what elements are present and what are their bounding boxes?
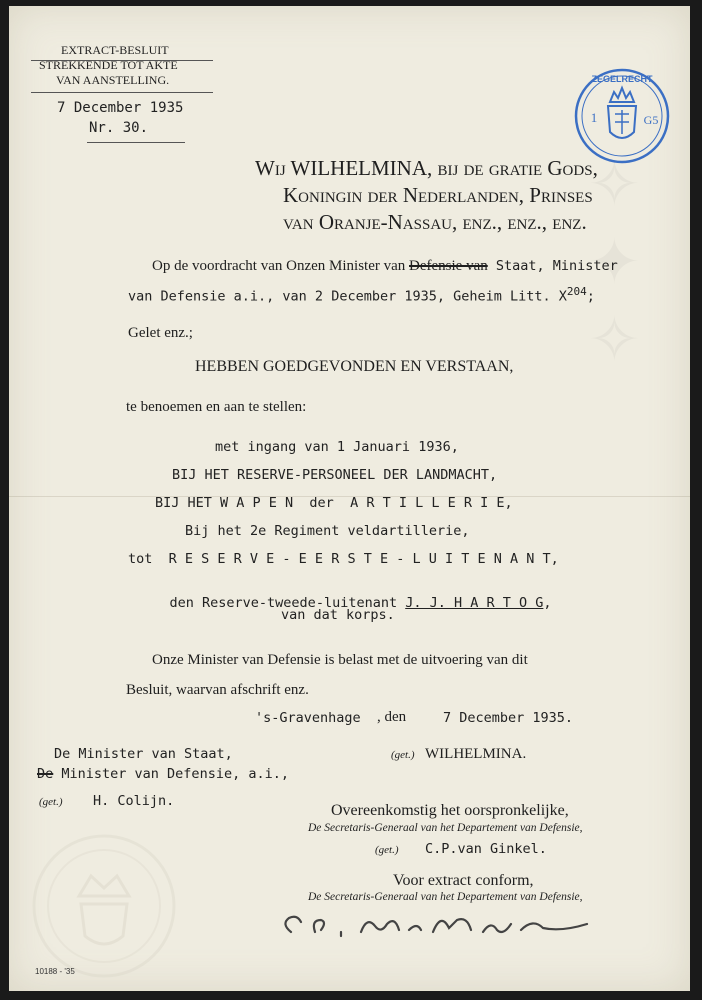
ginkel-typed: C.P.van Ginkel.	[425, 841, 547, 857]
royal-stamp-icon	[572, 66, 672, 166]
get-label-1: (get.)	[39, 796, 63, 808]
minister-line-2	[37, 766, 289, 782]
header-line-3: VAN AANSTELLING.	[56, 73, 170, 87]
handwritten-signature-icon	[271, 902, 601, 948]
onze-line-2: Besluit, waarvan afschrift enz.	[126, 682, 309, 698]
c6-name: J. J. H A R T O G	[405, 595, 544, 611]
stamp-right-text: G5	[643, 113, 659, 127]
center-line-2: BIJ HET RESERVE-PERSONEEL DER LANDMACHT,	[172, 467, 498, 483]
header-number: Nr. 30.	[89, 120, 149, 136]
minister-line-1: De Minister van Staat,	[54, 746, 233, 762]
voor-extract: Voor extract conform,	[393, 872, 534, 889]
hebben-heading: HEBBEN GOEDGEVONDEN EN VERSTAAN,	[195, 358, 514, 375]
p2-text: van Defensie a.i., van 2 December 1935, Geheim Litt. X	[128, 288, 567, 305]
gelet-line: Gelet enz.;	[128, 325, 193, 341]
stamp-top-text: ZEGELRECHT	[591, 74, 653, 84]
paragraph-1	[152, 258, 618, 275]
title-line-3: van Oranje-Nassau, enz., enz., enz.	[283, 210, 587, 234]
get-label-2: (get.)	[391, 749, 415, 761]
footer-code: 10188 - '35	[35, 967, 75, 976]
colijn-signature: H. Colijn.	[93, 793, 175, 809]
wilhelmina-signature: WILHELMINA.	[425, 746, 527, 762]
secgen-line-2: De Secretaris-Generaal van het Departement van Defensie,	[308, 891, 583, 903]
c6-prefix: den Reserve-tweede-luitenant	[169, 595, 406, 611]
header-date: 7 December 1935	[57, 100, 184, 116]
center-line-4: Bij het 2e Regiment veldartillerie,	[185, 523, 470, 539]
header-line-2: STREKKENDE TOT AKTE	[39, 58, 178, 72]
c6-suffix: ,	[543, 595, 552, 611]
den-word: , den	[377, 709, 407, 725]
secgen-line-1: De Secretaris-Generaal van het Departement van Defensie,	[308, 822, 583, 834]
get-label-3: (get.)	[375, 844, 399, 856]
signing-date: 7 December 1935.	[443, 710, 574, 726]
embossed-seal-icon	[19, 826, 189, 986]
header-line-1: EXTRACT-BESLUIT	[61, 43, 169, 57]
stamp-left-text: 1	[590, 110, 598, 125]
place: 's-Gravenhage	[255, 710, 361, 726]
paragraph-1-line-2	[128, 285, 595, 305]
title-line-2: Koningin der Nederlanden, Prinses	[283, 183, 593, 207]
center-line-1: met ingang van 1 Januari 1936,	[215, 439, 459, 455]
onze-line-1: Onze Minister van Defensie is belast met de uitvoering van dit	[152, 652, 528, 668]
center-line-7: van dat korps.	[281, 607, 395, 623]
center-line-3: BIJ HET W A P E N der A R T I L L E R I E,	[155, 495, 513, 511]
overeenkomstig: Overeenkomstig het oorspronkelijke,	[331, 802, 569, 819]
p1-end: Staat, Minister	[487, 258, 618, 274]
center-line-5: tot R E S E R V E - E E R S T E - L U I T E N A N T,	[128, 551, 559, 567]
header-bottom-rule	[87, 142, 185, 143]
title-line-1: Wij WILHELMINA, bij de gratie Gods,	[255, 156, 598, 180]
header-mid-rule	[31, 92, 213, 93]
p2-sup: 204	[566, 285, 587, 298]
p1-start: Op de voordracht van Onzen Minister van	[152, 258, 410, 274]
document-page	[9, 6, 690, 991]
minister-struck: De	[37, 766, 54, 782]
p2-end: ;	[586, 288, 595, 305]
benoemen-line: te benoemen en aan te stellen:	[126, 399, 307, 415]
p1-struck: Defensie van	[409, 258, 488, 274]
minister-title: Minister van Defensie, a.i.,	[53, 766, 289, 782]
